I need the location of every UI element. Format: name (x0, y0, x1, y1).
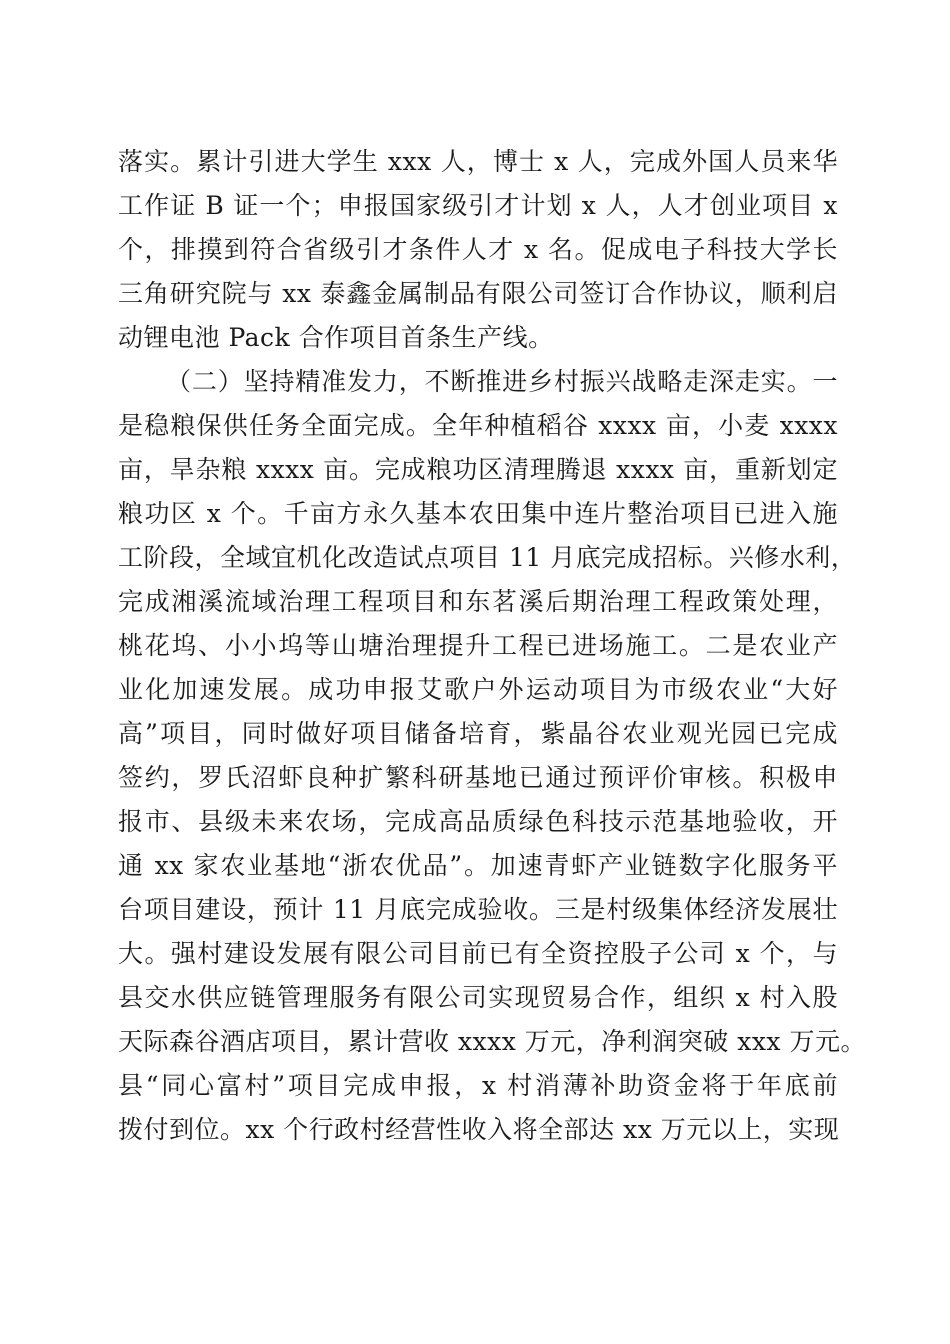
text-line: 高”项目，同时做好项目储备培育，紫晶谷农业观光园已完成 (118, 719, 838, 748)
text-line: 台项目建设，预计 11 月底完成验收。三是村级集体经济发展壮 (118, 895, 838, 924)
text-line: 天际森谷酒店项目，累计营收 xxxx 万元，净利润突破 xxx 万元。 (118, 1027, 866, 1056)
text-line: 动锂电池 Pack 合作项目首条生产线。 (118, 323, 554, 352)
paragraph-talent (118, 140, 838, 360)
text-line: 落实。累计引进大学生 xxx 人，博士 x 人，完成外国人员来华 (118, 147, 838, 176)
text-line: 工阶段，全域宜机化改造试点项目 11 月底完成招标。兴修水利， (118, 543, 857, 572)
text-line: 通 xx 家农业基地“浙农优品”。加速青虾产业链数字化服务平 (118, 851, 838, 880)
text-line: 县交水供应链管理服务有限公司实现贸易合作，组织 x 村入股 (118, 983, 838, 1012)
text-line: 是稳粮保供任务全面完成。全年种植稻谷 xxxx 亩，小麦 xxxx (118, 411, 838, 440)
text-line: 报市、县级未来农场，完成高品质绿色科技示范基地验收，开 (118, 807, 838, 836)
text-line: 县“同心富村”项目完成申报，x 村消薄补助资金将于年底前 (118, 1071, 838, 1100)
text-line: 拨付到位。xx 个行政村经营性收入将全部达 xx 万元以上，实现 (118, 1115, 840, 1144)
text-line: 粮功区 x 个。千亩方永久基本农田集中连片整治项目已进入施 (118, 499, 838, 528)
section-heading-line: （二）坚持精准发力，不断推进乡村振兴战略走深走实。一 (166, 367, 838, 396)
text-line: 个，排摸到符合省级引才条件人才 x 名。促成电子科技大学长 (118, 235, 838, 264)
paragraph-rural-revitalization (118, 360, 866, 1152)
text-line: 大。强村建设发展有限公司目前已有全资控股子公司 x 个，与 (118, 939, 838, 968)
text-line: 签约，罗氏沼虾良种扩繁科研基地已通过预评价审核。积极申 (118, 763, 838, 792)
text-line: 三角研究院与 xx 泰鑫金属制品有限公司签订合作协议，顺利启 (118, 279, 838, 308)
text-line: 桃花坞、小小坞等山塘治理提升工程已进场施工。二是农业产 (118, 631, 838, 660)
text-line: 亩，旱杂粮 xxxx 亩。完成粮功区清理腾退 xxxx 亩，重新划定 (118, 455, 838, 484)
text-line: 工作证 B 证一个；申报国家级引才计划 x 人，人才创业项目 x (118, 191, 838, 220)
text-line: 完成湘溪流域治理工程项目和东茗溪后期治理工程政策处理， (118, 587, 838, 616)
text-line: 业化加速发展。成功申报艾歌户外运动项目为市级农业“大好 (118, 675, 838, 704)
